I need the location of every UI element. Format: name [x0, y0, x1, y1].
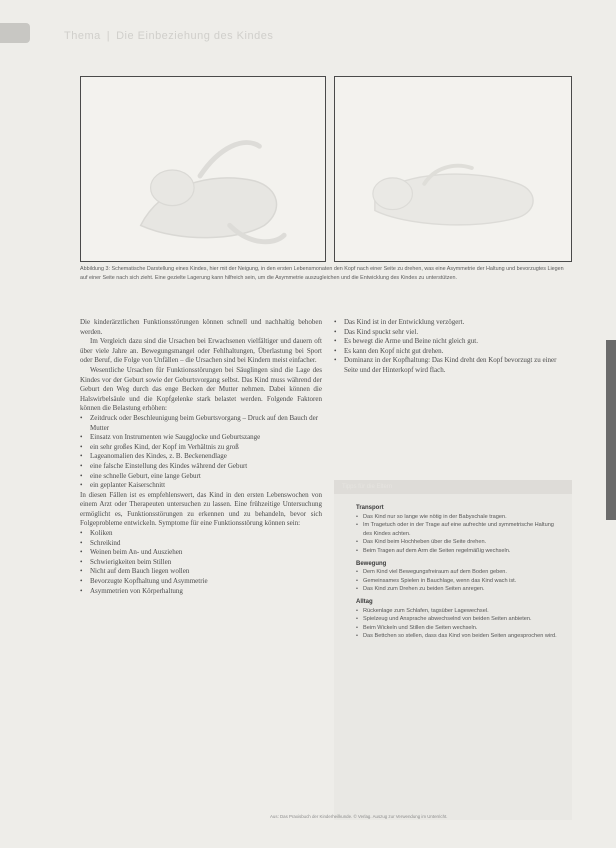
list-item: • Dominanz in der Kopfhaltung: Das Kind dreht den Kopf bevorzugt zu einer Seite und der Hinterkopf wird flach. [334, 356, 572, 375]
figure-caption: Abbildung 3: Schematische Darstellung eines Kindes, hier mit der Neigung, in den ersten Lebensmonaten den Kopf nach einer Seite zu drehen, was eine Asymmetrie der Haltung und bevorzugtes Liegen auf einer Seite nach sich zieht. Eine gezielte Lagerung kann hilfreich sein, um die Asymmetrie auszugleichen und die Entwicklung des Kindes zu unterstützen. [80, 266, 564, 281]
list-item: • Asymmetrien von Körperhaltung [80, 587, 322, 597]
info-box-body [334, 494, 572, 641]
list-item: • Weinen beim An- und Ausziehen [80, 548, 322, 558]
section-title: Transport [356, 505, 384, 511]
list-item: • Rückenlage zum Schlafen, tagsüber Lagewechsel. [356, 607, 564, 616]
list-item: • Gemeinsames Spielen in Bauchlage, wenn das Kind wach ist. [356, 577, 564, 586]
list-item: • Dem Kind viel Bewegungsfreiraum auf dem Boden geben. [356, 568, 564, 577]
symptom-list [80, 529, 322, 596]
list-item: • Bevorzugte Kopfhaltung und Asymmetrie [80, 577, 322, 587]
infant-side-illustration [335, 77, 571, 261]
list-item: • Koliken [80, 529, 322, 539]
movement-list [356, 568, 564, 594]
list-item: • Lageanomalien des Kindes, z. B. Beckenendlage [80, 452, 322, 462]
list-item: • Das Kind nur so lange wie nötig in der Babyschale tragen. [356, 513, 564, 522]
list-item: • Es bewegt die Arme und Beine nicht gleich gut. [334, 337, 572, 347]
list-item: • Das Kind ist in der Entwicklung verzögert. [334, 318, 572, 328]
chapter-side-tab [606, 340, 616, 520]
list-item: • Beim Wickeln und Stillen die Seiten wechseln. [356, 624, 564, 633]
list-item: • Einsatz von Instrumenten wie Saugglocke und Geburtszange [80, 433, 322, 443]
list-item: • Im Tragetuch oder in der Trage auf eine aufrechte und symmetrische Haltung des Kindes achten. [356, 521, 564, 538]
body-paragraph: Wesentliche Ursachen für Funktionsstörungen bei Säuglingen sind die Lage des Kindes vor der Geburt sowie der Geburtsvorgang selbst. Das Kind muss während der Geburt den Weg durch das enge Becken der Mutter nehmen. Dabei können die Halswirbelsäule und die Kopfgelenke stark belastet werden. Folgende Faktoren können die Belastung erhöhen: [80, 365, 322, 413]
running-header: Thema | Die Einbeziehung des Kindes [64, 30, 274, 42]
daily-life-list [356, 607, 564, 641]
body-paragraph: Im Vergleich dazu sind die Ursachen bei Erwachsenen vielfältiger und dauern oft über viele Jahre an. Bewegungsmangel oder Fehlhaltungen, Überlastung bei Sport oder Beruf, die Folge von Unfällen – die Ursachen sind bei Kindern meist einfacher. [80, 337, 322, 365]
tips-info-box [334, 480, 572, 820]
list-item: • Beim Tragen auf dem Arm die Seiten regelmäßig wechseln. [356, 547, 564, 556]
transport-list [356, 513, 564, 556]
list-item: • Das Kind zum Drehen zu beiden Seiten anregen. [356, 585, 564, 594]
body-paragraph: In diesen Fällen ist es empfehlenswert, das Kind in den ersten Lebenswochen von einem Arzt oder Therapeuten untersuchen zu lassen. Eine frühzeitige Untersuchung ermöglicht es, Funktionsstörungen zu erkennen und zu behandeln, bevor sich Folgeprobleme entwickeln. Symptome für eine Funktionsstörung können sein: [80, 490, 322, 528]
header-section: Die Einbeziehung des Kindes [116, 30, 274, 42]
list-item: • Schreikind [80, 539, 322, 549]
list-item: • ein sehr großes Kind, der Kopf im Verhältnis zu groß [80, 443, 322, 453]
list-item: • Spielzeug und Ansprache abwechselnd von beiden Seiten anbieten. [356, 615, 564, 624]
section-title: Alltag [356, 598, 373, 605]
symptom-list-continued [334, 318, 572, 376]
list-item: • ein geplanter Kaiserschnitt [80, 481, 322, 491]
infant-supine-illustration [81, 77, 325, 261]
list-item: • eine falsche Einstellung des Kindes während der Geburt [80, 462, 322, 472]
list-item: • Das Kind beim Hochheben über die Seite drehen. [356, 538, 564, 547]
list-item: • Das Bettchen so stellen, dass das Kind von beiden Seiten angesprochen wird. [356, 632, 564, 641]
list-item: • eine schnelle Geburt, eine lange Geburt [80, 472, 322, 482]
list-item: • Nicht auf dem Bauch liegen wollen [80, 567, 322, 577]
page-footer: Aus: Das Praxisbuch der Kinderheilkunde. © Verlag. Auszug zur Verwendung im Unterricht. [270, 814, 448, 819]
left-column [80, 318, 322, 596]
info-box-heading: Tipps für die Eltern [334, 480, 572, 494]
section-title: Bewegung [356, 560, 387, 567]
header-chapter: Thema [64, 30, 101, 42]
right-column [334, 318, 572, 376]
page-corner-tab [0, 23, 30, 43]
risk-factor-list [80, 414, 322, 491]
list-item: • Schwierigkeiten beim Stillen [80, 558, 322, 568]
list-item: • Das Kind spuckt sehr viel. [334, 328, 572, 338]
figure-left [80, 76, 326, 262]
list-item: • Zeitdruck oder Beschleunigung beim Geburtsvorgang – Druck auf den Bauch der Mutter [80, 414, 322, 433]
figure-right [334, 76, 572, 262]
intro-paragraph: Die kinderärztlichen Funktionsstörungen können schnell und nachhaltig behoben werden. [80, 318, 322, 336]
list-item: • Es kann den Kopf nicht gut drehen. [334, 347, 572, 357]
